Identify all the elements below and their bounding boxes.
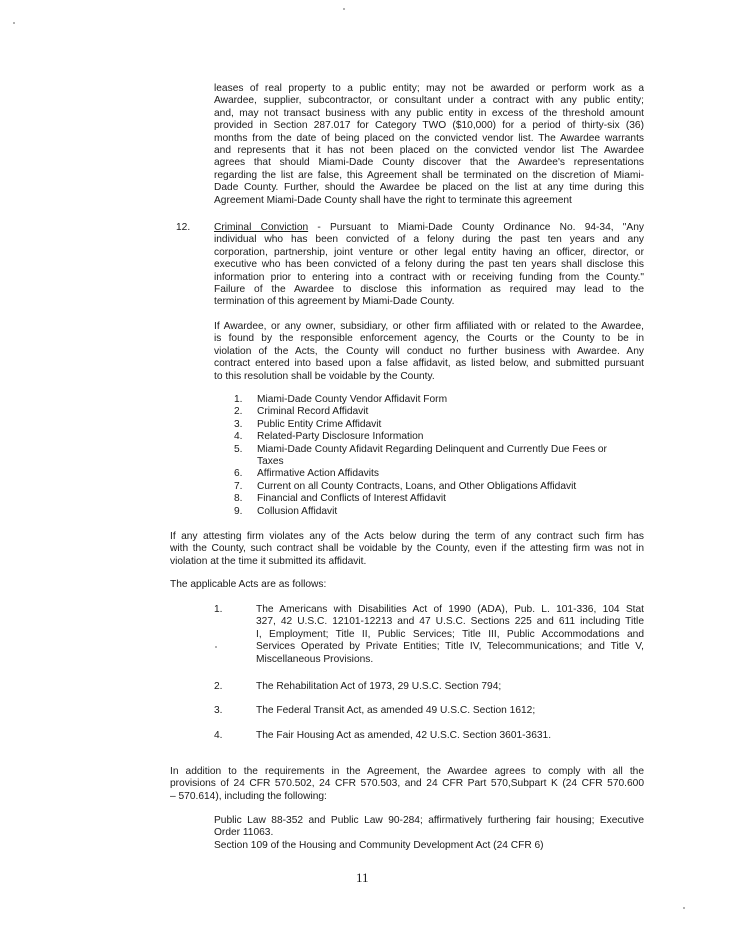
text-line: individual who has been convicted of a felony during the past ten years and any: [214, 234, 644, 246]
text-line: executive who has been convicted of a felony during the past ten years shall disclose this: [214, 259, 644, 271]
text-line: violation of the Acts, the County will conduct no further business with Awardee. Any: [214, 345, 644, 357]
text-line: 327, 42 U.S.C. 12101-12213 and 47 U.S.C. Sections 225 and 611 including Title: [256, 616, 644, 628]
text-line: Miscellaneous Provisions.: [256, 653, 374, 665]
act-item: 2. The Rehabilitation Act of 1973, 29 U.S.C. Section 794;: [214, 681, 502, 692]
text-line: Order 11063.: [214, 827, 274, 839]
text-line: termination of this agreement by Miami-Dade County.: [214, 296, 455, 308]
text-line: – 570.614), including the following:: [170, 790, 327, 802]
text-line: and, may not transact business with any public entity in excess of the threshold amount: [214, 107, 644, 119]
text-line: The Americans with Disabilities Act of 1990 (ADA), Pub. L. 101-336, 104 Stat: [256, 604, 644, 615]
text-line: In addition to the requirements in the Agreement, the Awardee agrees to comply with all the: [170, 766, 644, 777]
text-line: with the County, such contract shall be voidable by the County, even if the attesting firm was not in: [170, 543, 644, 555]
top-paragraph: [214, 83, 644, 207]
list-item: 3. Public Entity Crime Affidavit: [234, 418, 382, 430]
list-item: 5. Miami-Dade County Afidavit Regarding Delinquent and Currently Due Fees or Taxes: [234, 443, 607, 468]
scan-speck: [683, 907, 685, 909]
text-line: violation at the time it submitted its affidavit.: [170, 555, 367, 567]
heading-line-rest: - Pursuant to Miami-Dade County Ordinance No. 94-34, "Any: [308, 222, 644, 233]
text-line: Failure of the Awardee to disclose this information as required may lead to the: [214, 284, 644, 296]
attesting-paragraph: [170, 531, 644, 568]
list-item: 2. Criminal Record Affidavit: [234, 406, 369, 418]
awardee-paragraph: [214, 321, 644, 383]
text-line: agrees that should Miami-Dade County discover that the Awardee's representations: [214, 157, 644, 169]
act-item: 3. The Federal Transit Act, as amended 49 U.S.C. Section 1612;: [214, 705, 536, 716]
text-line: provisions of 24 CFR 570.502, 24 CFR 570.503, and 24 CFR Part 570,Subpart K (24 CFR 570.600: [170, 778, 644, 790]
scan-speck: [343, 8, 345, 10]
text-line: Services Operated by Private Entities; Title IV, Telecommunications; and Title V,: [256, 641, 644, 653]
text-line: to this resolution shall be voidable by the County.: [214, 370, 435, 382]
section-number: 12.: [176, 222, 191, 233]
list-item: 9. Collusion Affidavit: [234, 505, 338, 517]
scan-speck: [13, 22, 15, 24]
list-item: 6. Affirmative Action Affidavits: [234, 468, 379, 480]
list-item: 4. Related-Party Disclosure Information: [234, 431, 424, 443]
text-line: regarding the list are false, this Agreement shall be terminated on the discretion of Miami-: [214, 169, 644, 181]
text-line: is found by the responsible enforcement agency, the Courts or the County to be in: [214, 333, 644, 345]
text-line: months from the date of being placed on the convicted vendor list. The Awardee warrants: [214, 132, 644, 144]
act-item: 1. The Americans with Disabilities Act of 1990 (ADA), Pub. L. 101-336, 104 Stat 327, 42 U.S.C. 12101-12213 and 47 U.S.C. Sections 225 and 611 including Title I, Employment; Title II, Public Services; Title III, Public Accommodations and Services Operated by Private Entities; Title IV, Telecommunications; and Title V, Miscellaneous Provisions.: [214, 604, 644, 665]
affidavit-list: [234, 394, 644, 518]
text-line: Section 109 of the Housing and Community Development Act (24 CFR 6): [214, 839, 544, 851]
text-line: If any attesting firm violates any of the Acts below during the term of any contract such firm has: [170, 531, 644, 542]
text-line: Awardee, supplier, subcontractor, or consultant under a contract with any public entity;: [214, 95, 644, 107]
criminal-conviction-paragraph: [214, 222, 644, 309]
text-line: provided in Section 287.017 for Category TWO ($10,000) for a period of thirty-six (36): [214, 120, 644, 132]
public-law-paragraph: [214, 815, 644, 852]
list-item: 8. Financial and Conflicts of Interest Affidavit: [234, 493, 446, 505]
acts-intro: The applicable Acts are as follows:: [170, 579, 327, 590]
text-line: I, Employment; Title II, Public Services; Title III, Public Accommodations and: [256, 628, 644, 640]
cfr-paragraph: [170, 766, 644, 803]
list-item: 1. Miami-Dade County Vendor Affidavit Form: [234, 394, 448, 405]
text-line: and represents that it has not been placed on the convicted vendor list The Awardee: [214, 145, 644, 157]
text-line: information prior to entering into a contract with or receiving funding from the County.": [214, 271, 644, 283]
text-line: leases of real property to a public entity; may not be awarded or perform work as a: [214, 83, 644, 94]
section-heading: Criminal Conviction: [214, 222, 309, 233]
list-item: 7. Current on all County Contracts, Loans, and Other Obligations Affidavit: [234, 480, 577, 492]
text-line: If Awardee, or any owner, subsidiary, or other firm affiliated with or related to the Awardee,: [214, 321, 644, 332]
text-line: Agreement Miami-Dade County shall have the right to terminate this agreement: [214, 194, 572, 206]
text-line: contract entered into based upon a false affidavit, as listed below, and submitted pursuant: [214, 358, 644, 370]
page-number: 11: [356, 870, 369, 885]
text-line: corporation, partnership, joint venture or other legal entity having an officer, director, or: [214, 246, 644, 258]
act-item: 4. The Fair Housing Act as amended, 42 U.S.C. Section 3601-3631.: [214, 730, 552, 741]
text-line: Dade County. Further, should the Awardee be placed on the list at any time during this: [214, 182, 644, 194]
text-line: [214, 222, 644, 234]
text-line: Public Law 88-352 and Public Law 90-284; affirmatively furthering fair housing; Executive: [214, 815, 644, 826]
